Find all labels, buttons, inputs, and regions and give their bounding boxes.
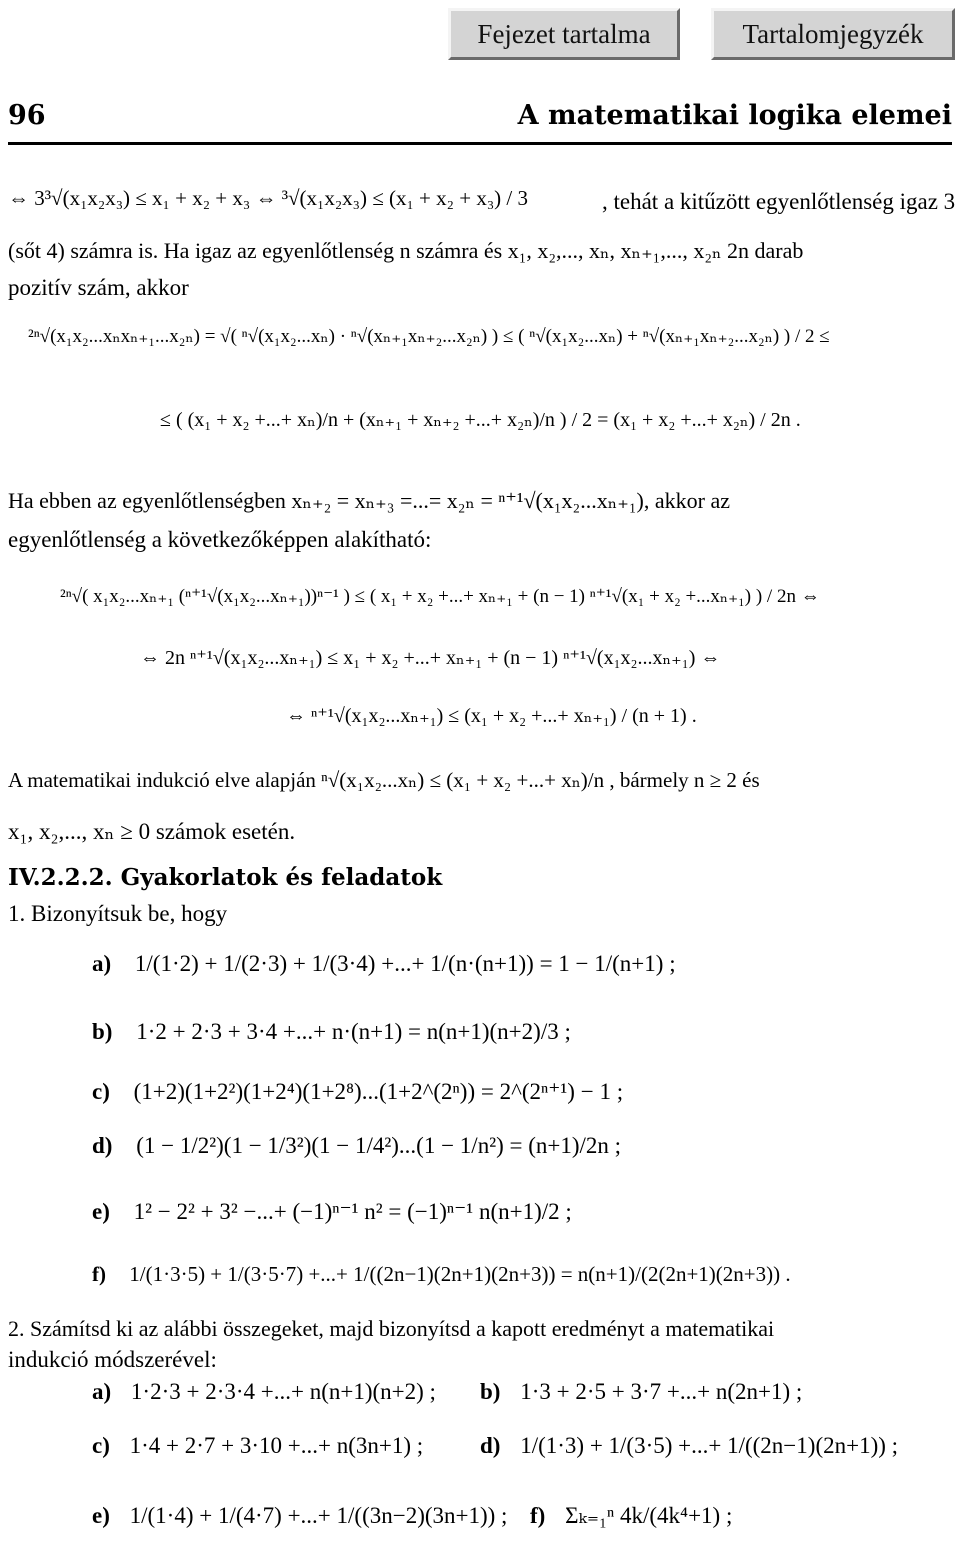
exercise-2-intro-2: indukció módszerével: — [8, 1347, 217, 1372]
item-formula: 1/(1·3·5) + 1/(3·5·7) +...+ 1/((2n−1)(2n+1)(2n+3)) = n(n+1)/(2(2n+1)(2n+3)) . — [129, 1262, 791, 1286]
section-title: IV.2.2.2. Gyakorlatok és feladatok — [8, 864, 443, 891]
proof-line-5: egyenlőtlenség a következőképpen alakítható: — [8, 527, 432, 552]
proof-line-1-math: ⇔ 3³√(x₁x₂x₃) ≤ x₁ + x₂ + x₃ ⇔ ³√(x₁x₂x₃) ≤ (x₁ + x₂ + x₃) / 3 — [8, 186, 528, 210]
equation-am-gm-step-1: ²ⁿ√(x₁x₂...xₙxₙ₊₁...x₂ₙ) = √( ⁿ√(x₁x₂...xₙ) · ⁿ√(xₙ₊₁xₙ₊₂...x₂ₙ) ) ≤ ( ⁿ√(x₁x₂...xₙ) + ⁿ√(xₙ₊₁xₙ₊₂...x₂ₙ) ) / 2 ≤ — [28, 326, 830, 347]
exercise-1e — [92, 1198, 572, 1226]
exercise-1b — [92, 1018, 571, 1046]
item-label: d) — [480, 1433, 501, 1458]
exercise-1a — [92, 950, 676, 978]
exercise-2a — [92, 1378, 436, 1406]
page-number: 96 — [8, 100, 46, 131]
proof-line-4: Ha ebben az egyenlőtlenségben xₙ₊₂ = xₙ₊₃ =...= x₂ₙ = ⁿ⁺¹√(x₁x₂...xₙ₊₁), akkor az — [8, 488, 730, 513]
item-label: d) — [92, 1133, 113, 1158]
item-formula: 1·4 + 2·7 + 3·10 +...+ n(3n+1) ; — [129, 1433, 424, 1458]
item-label: e) — [92, 1199, 110, 1224]
exercise-2e — [92, 1502, 507, 1530]
proof-line-2: (sőt 4) számra is. Ha igaz az egyenlőtlenség n számra és x₁, x₂,..., xₙ, xₙ₊₁,..., x₂ₙ 2n darab — [8, 238, 804, 263]
item-label: f) — [92, 1262, 106, 1286]
exercise-2-intro: 2. Számítsd ki az alábbi összegeket, majd bizonyítsd a kapott eredményt a matematikai — [8, 1316, 775, 1341]
item-label: a) — [92, 1379, 112, 1404]
item-formula: 1/(1·2) + 1/(2·3) + 1/(3·4) +...+ 1/(n·(n+1)) = 1 − 1/(n+1) ; — [134, 951, 676, 976]
exercise-2f — [530, 1502, 732, 1530]
exercise-2d — [480, 1432, 898, 1460]
item-formula: Σₖ₌₁ⁿ 4k/(4k⁴+1) ; — [565, 1503, 733, 1528]
item-formula: 1·2 + 2·3 + 3·4 +...+ n·(n+1) = n(n+1)(n+2)/3 ; — [136, 1019, 571, 1044]
exercise-2b — [480, 1378, 802, 1406]
item-formula: (1+2)(1+2²)(1+2⁴)(1+2⁸)...(1+2^(2ⁿ)) = 2^(2ⁿ⁺¹) − 1 ; — [133, 1079, 624, 1104]
item-label: b) — [480, 1379, 501, 1404]
equation-substitution-2: ⇔ 2n ⁿ⁺¹√(x₁x₂...xₙ₊₁) ≤ x₁ + x₂ +...+ xₙ₊₁ + (n − 1) ⁿ⁺¹√(x₁x₂...xₙ₊₁) ⇔ — [140, 647, 721, 669]
equation-substitution-1: ²ⁿ√( x₁x₂...xₙ₊₁ (ⁿ⁺¹√(x₁x₂...xₙ₊₁))ⁿ⁻¹ ) ≤ ( x₁ + x₂ +...+ xₙ₊₁ + (n − 1) ⁿ⁺¹√(x₁ + x₂ +...xₙ₊₁) ) / 2n ⇔ — [60, 586, 820, 607]
item-formula: 1² − 2² + 3² −...+ (−1)ⁿ⁻¹ n² = (−1)ⁿ⁻¹ n(n+1)/2 ; — [133, 1199, 572, 1224]
table-of-contents-button[interactable]: Tartalomjegyzék — [711, 8, 955, 60]
item-formula: 1·2·3 + 2·3·4 +...+ n(n+1)(n+2) ; — [130, 1379, 436, 1404]
proof-line-7: x₁, x₂,..., xₙ ≥ 0 számok esetén. — [8, 819, 296, 844]
item-label: c) — [92, 1433, 110, 1458]
item-formula: (1 − 1/2²)(1 − 1/3²)(1 − 1/4²)...(1 − 1/n²) = (n+1)/2n ; — [136, 1133, 622, 1158]
page-title: A matematikai logika elemei — [517, 100, 952, 131]
exercise-1c — [92, 1078, 623, 1106]
page-header — [8, 96, 952, 145]
proof-line-3: pozitív szám, akkor — [8, 275, 189, 300]
item-label: b) — [92, 1019, 113, 1044]
item-formula: 1/(1·4) + 1/(4·7) +...+ 1/((3n−2)(3n+1)) ; — [129, 1503, 508, 1528]
exercise-1f — [92, 1262, 791, 1287]
exercise-1-intro: 1. Bizonyítsuk be, hogy — [8, 901, 228, 926]
item-formula: 1/(1·3) + 1/(3·5) +...+ 1/((2n−1)(2n+1)) ; — [520, 1433, 899, 1458]
item-label: f) — [530, 1503, 546, 1528]
item-label: e) — [92, 1503, 110, 1528]
chapter-contents-button[interactable]: Fejezet tartalma — [448, 8, 680, 60]
equation-am-gm-step-2: ≤ ( (x₁ + x₂ +...+ xₙ)/n + (xₙ₊₁ + xₙ₊₂ +...+ x₂ₙ)/n ) / 2 = (x₁ + x₂ +...+ x₂ₙ) / 2n . — [160, 409, 801, 431]
proof-line-1-text: , tehát a kitűzött egyenlőtlenség igaz 3 — [602, 189, 956, 214]
proof-line-6: A matematikai indukció elve alapján ⁿ√(x₁x₂...xₙ) ≤ (x₁ + x₂ +...+ xₙ)/n , bármely n ≥ 2 és — [8, 768, 760, 792]
item-label: c) — [92, 1079, 110, 1104]
exercise-2c — [92, 1432, 423, 1460]
exercise-1d — [92, 1132, 621, 1160]
item-label: a) — [92, 951, 112, 976]
equation-substitution-3: ⇔ ⁿ⁺¹√(x₁x₂...xₙ₊₁) ≤ (x₁ + x₂ +...+ xₙ₊₁) / (n + 1) . — [286, 705, 697, 727]
item-formula: 1·3 + 2·5 + 3·7 +...+ n(2n+1) ; — [520, 1379, 803, 1404]
